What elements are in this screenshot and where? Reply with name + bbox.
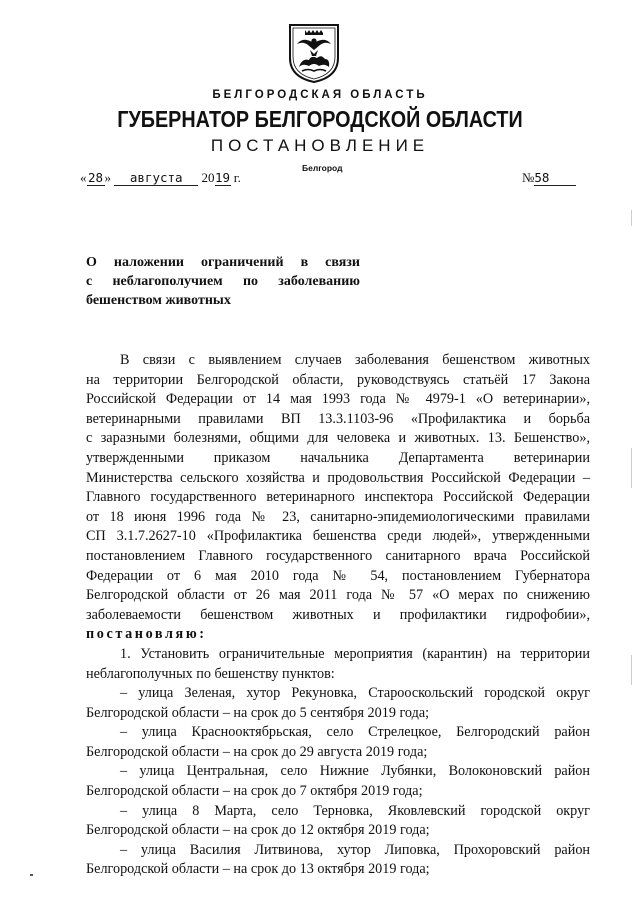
subject-line: с неблагополучием по заболеванию xyxy=(86,274,360,289)
body-line: от 18 июня 1996 года № 23, санитарно-эпидемиологическими правилами xyxy=(86,508,590,525)
number-label: № xyxy=(522,170,535,185)
subject-line: О наложении ограничений в связи xyxy=(86,255,360,270)
document-body xyxy=(86,351,590,880)
resolves-word: постановляю: xyxy=(86,626,207,643)
body-line: Федерации от 6 мая 2010 года № 54, постановлением Губернатора xyxy=(86,567,590,584)
body-line: заболеваемости бешенством животных и профилактики гидрофобии», xyxy=(86,606,590,623)
scan-edge-mark xyxy=(631,655,632,685)
date-year-suffix: 19 xyxy=(214,170,231,185)
body-line: ветеринарными правилами ВП 13.3.1103-96 «Профилактика и борьба xyxy=(86,410,590,427)
belgorod-coat-of-arms-icon xyxy=(287,22,341,84)
number-value: 58 xyxy=(534,170,576,186)
body-line: В связи с выявлением случаев заболевания бешенством животных xyxy=(120,352,590,368)
restriction-item-line: Белгородской области – на срок до 13 октября 2019 года; xyxy=(86,861,430,878)
restriction-item-line: – улица Зеленая, хутор Рекуновка, Старооскольский городской округ xyxy=(120,685,590,702)
date-month: августа xyxy=(114,170,198,186)
subject-line: бешенством животных xyxy=(86,293,231,308)
restriction-item-line: – улица Василия Литвинова, хутор Липовка, Прохоровский район xyxy=(120,841,590,858)
body-line: Российской Федерации от 14 мая 1993 года № 4979-1 «О ветеринарии», xyxy=(86,391,590,408)
body-line: Министерства сельского хозяйства и продовольствия Российской Федерации – xyxy=(86,469,590,486)
restriction-item-line: Белгородской области – на срок до 5 сентября 2019 года; xyxy=(86,704,430,721)
scan-edge-mark xyxy=(631,448,632,488)
restriction-item-line: Белгородской области – на срок до 7 октября 2019 года; xyxy=(86,783,423,800)
body-line: на территории Белгородской области, руководствуясь статьёй 17 Закона xyxy=(86,371,590,388)
date-day: 28 xyxy=(87,170,104,185)
scan-edge-mark xyxy=(631,210,632,226)
body-line: Белгородской области от 26 мая 2011 года № 57 «О мерах по снижению xyxy=(86,587,590,604)
date-open-quote: « xyxy=(80,170,87,185)
date-year-prefix: 20 xyxy=(201,170,215,185)
body-line: СП 3.1.7.2627-10 «Профилактика бешенства среди людей», утвержденными xyxy=(86,528,590,545)
document-date xyxy=(80,170,241,186)
document-subject xyxy=(86,253,360,310)
authority-title: ГУБЕРНАТОР БЕЛГОРОДСКОЙ ОБЛАСТИ xyxy=(117,106,523,132)
date-year-mark: г. xyxy=(233,170,241,185)
restriction-item-line: Белгородской области – на срок до 12 октября 2019 года; xyxy=(86,822,430,839)
restriction-item-line: – улица Краснооктябрьская, село Стрелецкое, Белгородский район xyxy=(120,724,590,741)
restriction-item-line: Белгородской области – на срок до 29 августа 2019 года; xyxy=(86,743,428,760)
date-close-quote: » xyxy=(104,170,111,185)
body-line: с заразными болезнями, общими для человека и животных. 13. Бешенство», xyxy=(86,430,590,447)
restriction-item-line: – улица Центральная, село Нижние Лубянки, Волоконовский район xyxy=(120,763,590,780)
document-number xyxy=(522,170,576,186)
scan-speck xyxy=(30,874,33,876)
region-title: БЕЛГОРОДСКАЯ ОБЛАСТЬ xyxy=(212,89,428,101)
point-1-line: неблагополучных по бешенству пунктов: xyxy=(86,665,335,682)
body-line: Главного государственного ветеринарного инспектора Российской Федерации xyxy=(86,489,590,506)
body-line: утвержденными приказом начальника Департамента ветеринарии xyxy=(86,449,590,466)
point-1-line: 1. Установить ограничительные мероприятия (карантин) на территории xyxy=(120,645,590,662)
restriction-item-line: – улица 8 Марта, село Терновка, Яковлевский городской округ xyxy=(120,802,590,819)
city-name: Белгород xyxy=(302,163,343,173)
body-line: постановлением Главного государственного санитарного врача Российской xyxy=(86,547,590,564)
document-type-title: ПОСТАНОВЛЕНИЕ xyxy=(210,136,430,155)
